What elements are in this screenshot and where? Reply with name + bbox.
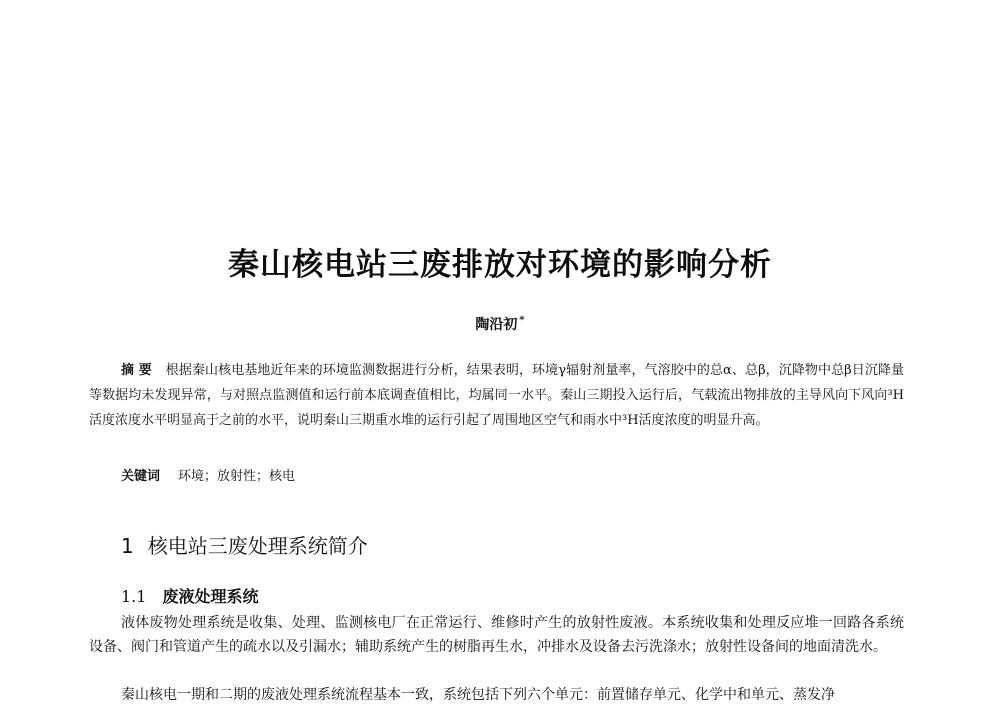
subsection-title: 废液处理系统: [162, 587, 259, 606]
abstract-label: 摘 要: [121, 363, 152, 378]
section-number: 1: [121, 534, 134, 558]
abstract-text: 根据秦山核电基地近年来的环境监测数据进行分析，结果表明，环境γ辐射剂量率，气溶胶中的总α、总β，沉降物中总β日沉降量等数据均未发现异常，与对照点监测值和运行前本底调查值相比，均属同一水平。秦山三期投入运行后，气载流出物排放的主导风向下风向³H活度浓度水平明显高于之前的水平，说明秦山三期重水堆的运行引起了周围地区空气和雨水中³H活度浓度的明显升高。: [89, 363, 904, 428]
author-name: 陶沿初: [475, 317, 518, 333]
paper-title: 秦山核电站三废排放对环境的影响分析: [228, 246, 772, 283]
section-title: 核电站三废处理系统简介: [147, 534, 368, 558]
author-line: [0, 314, 1000, 334]
section-heading: [121, 530, 368, 559]
body-paragraph: 液体废物处理系统是收集、处理、监测核电厂在正常运行、维修时产生的放射性废液。本系统收集和处理反应堆一回路各系统设备、阀门和管道产生的疏水以及引漏水；辅助系统产生的树脂再生水，冲排水及设备去污洗涤水；放射性设备间的地面清洗水。: [89, 615, 904, 655]
author-footnote-mark: *: [519, 315, 525, 327]
abstract: [89, 358, 904, 433]
keywords-text: 环境；放射性；核电: [178, 469, 296, 484]
subsection-heading: [121, 584, 258, 607]
keywords: [121, 465, 295, 484]
body-paragraph: 秦山核电一期和二期的废液处理系统流程基本一致，系统包括下列六个单元：前置储存单元、化学中和单元、蒸发净: [121, 687, 835, 703]
keywords-label: 关键词: [121, 469, 161, 484]
subsection-number: 1.1: [121, 587, 147, 606]
